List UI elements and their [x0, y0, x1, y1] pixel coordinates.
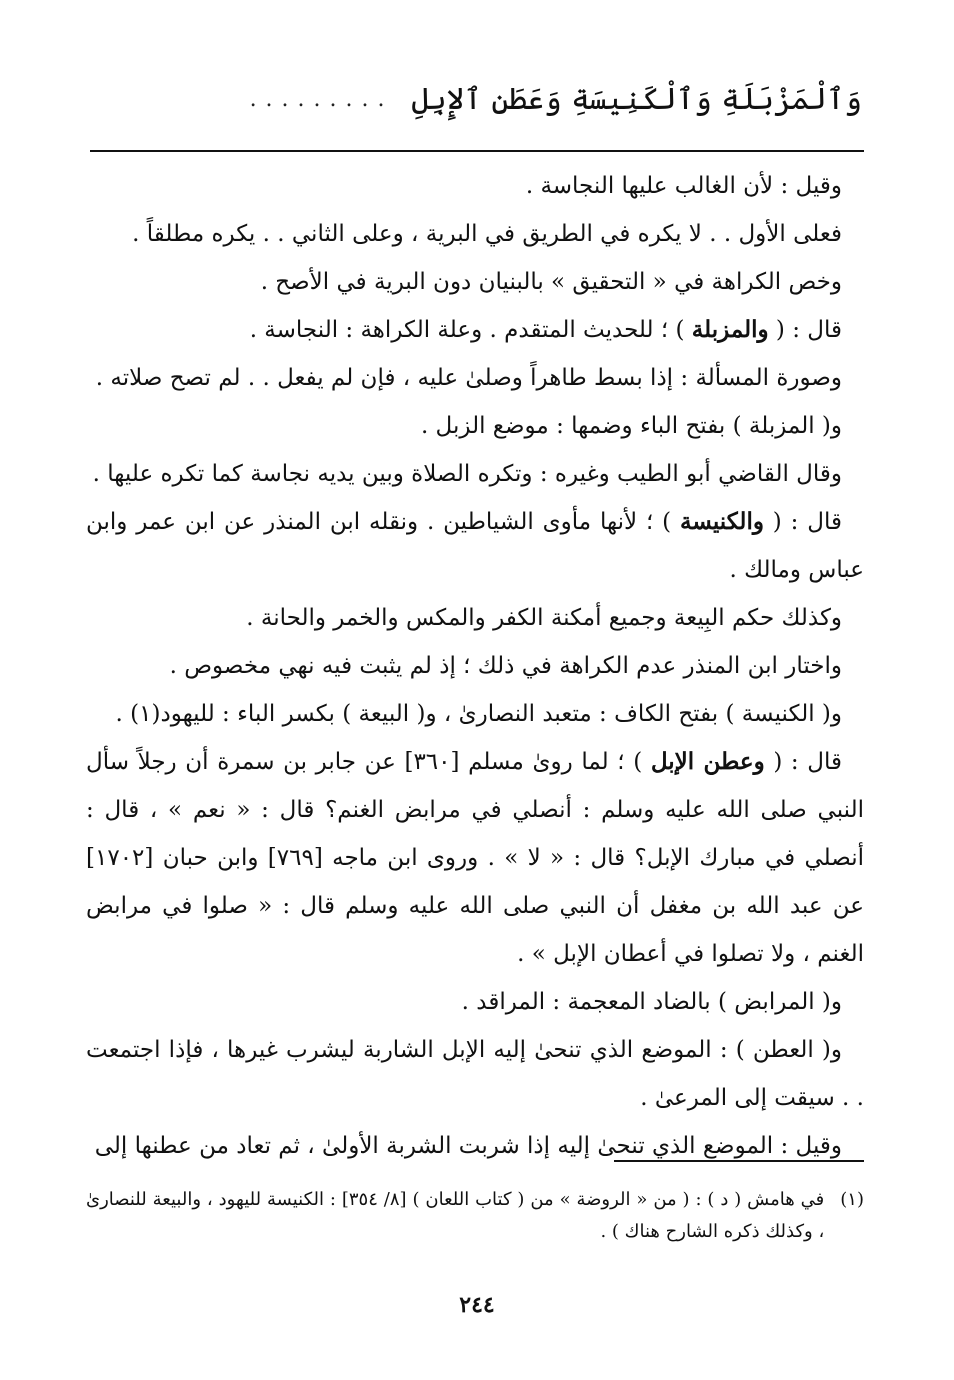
paragraph: [86, 690, 864, 738]
main-text: [86, 162, 864, 1170]
bold-lemma: والمزبلة: [691, 316, 769, 343]
text-run: قال : (: [768, 317, 842, 343]
paragraph: [86, 258, 864, 306]
bold-lemma: وعطن الإبل: [650, 748, 765, 775]
paragraph: [86, 1026, 864, 1122]
header-rule: [90, 150, 864, 152]
paragraph: [86, 210, 864, 258]
text-run: و( الكنيسة ) بفتح الكاف : متعبد النصارىٰ ، و( البيعة ) بكسر الباء : لليهود(١) .: [115, 701, 842, 727]
text-run: وقال القاضي أبو الطيب وغيره : وتكره الصلاة وبين يديه نجاسة كما تكره عليها .: [92, 461, 842, 487]
text-run: وقيل : لأن الغالب عليها النجاسة .: [525, 173, 842, 199]
paragraph: [86, 306, 864, 354]
text-run: و( المزبلة ) بفتح الباء وضمها : موضع الزبل .: [420, 413, 842, 439]
footnote-number: (١): [840, 1189, 864, 1210]
text-run: قال : (: [763, 509, 842, 535]
paragraph: [86, 498, 864, 594]
text-run: وخص الكراهة في « التحقيق » بالبنيان دون البرية في الأصح .: [260, 269, 842, 295]
text-run: ) ؛ لما روىٰ مسلم [٣٦٠] عن جابر بن سمرة أن رجلاً سأل النبي صلى الله عليه وسلم : أنصلي في مرابض الغنم؟ قال : « نعم » ، قال : أنصلي في مبارك الإبل؟ قال : « لا » . وروى ابن ماجه [٧٦٩] وابن حبان [١٧٠٢] عن عبد الله بن مغفل أن النبي صلى الله عليه وسلم قال : « صلوا في مرابض الغنم ، ولا تصلوا في أعطان الإبل » .: [86, 749, 864, 967]
text-run: قال : (: [764, 749, 842, 775]
page-number: ٢٤٤: [459, 1292, 495, 1318]
footnote-rule: [614, 1160, 864, 1162]
running-head-dots: .........: [249, 86, 394, 112]
paragraph: [86, 1122, 864, 1170]
text-run: و( المرابض ) بالضاد المعجمة : المراقد .: [461, 989, 842, 1015]
paragraph: [86, 402, 864, 450]
text-run: ) ؛ لأنها مأوى الشياطين . ونقله ابن المنذر عن ابن عمر وابن عباس ومالك .: [86, 509, 864, 583]
text-run: وكذلك حكم البِيعة وجميع أمكنة الكفر والمكس والخمر والحانة .: [246, 605, 842, 631]
footnote-text: في هامش ( د ) : ( من « الروضة » من ( كتاب اللعان ) [٨/ ٣٥٤] : الكنيسة لليهود ، والبيعة للنصارىٰ ، وكذلك ذكره الشارح هناك ) .: [86, 1189, 825, 1242]
paragraph: [86, 162, 864, 210]
bold-lemma: والكنيسة: [680, 508, 764, 535]
text-run: فعلى الأول . . لا يكره في الطريق في البرية ، وعلى الثاني . . يكره مطلقاً .: [132, 221, 842, 247]
paragraph: [86, 738, 864, 978]
footnote: [86, 1184, 864, 1248]
paragraph: [86, 978, 864, 1026]
text-run: واختار ابن المنذر عدم الكراهة في ذلك ؛ إذ لم يثبت فيه نهي مخصوص .: [169, 653, 842, 679]
text-run: ) ؛ للحديث المتقدم . وعلة الكراهة : النجاسة .: [249, 317, 692, 343]
paragraph: [86, 642, 864, 690]
paragraph: [86, 594, 864, 642]
text-run: وصورة المسألة : إذا بسط طاهراً وصلىٰ عليه ، فإن لم يفعل . . لم تصح صلاته .: [95, 365, 842, 391]
paragraph: [86, 354, 864, 402]
running-head-title: وَٱلْمَزْبَلَةِ وَٱلْكَنِيسَةِ وَعَطَنِ ٱلإِبِلِ: [411, 81, 862, 117]
text-run: و( العطن ) : الموضع الذي تنحىٰ إليه الإبل الشاربة ليشرب غيرها ، فإذا اجتمعت . . سيقت إلى المرعىٰ .: [86, 1037, 864, 1111]
paragraph: [86, 450, 864, 498]
running-head: [92, 74, 862, 124]
text-run: وقيل : الموضع الذي تنحىٰ إليه إذا شربت الشربة الأولىٰ ، ثم تعاد من عطنها إلى: [94, 1133, 842, 1159]
